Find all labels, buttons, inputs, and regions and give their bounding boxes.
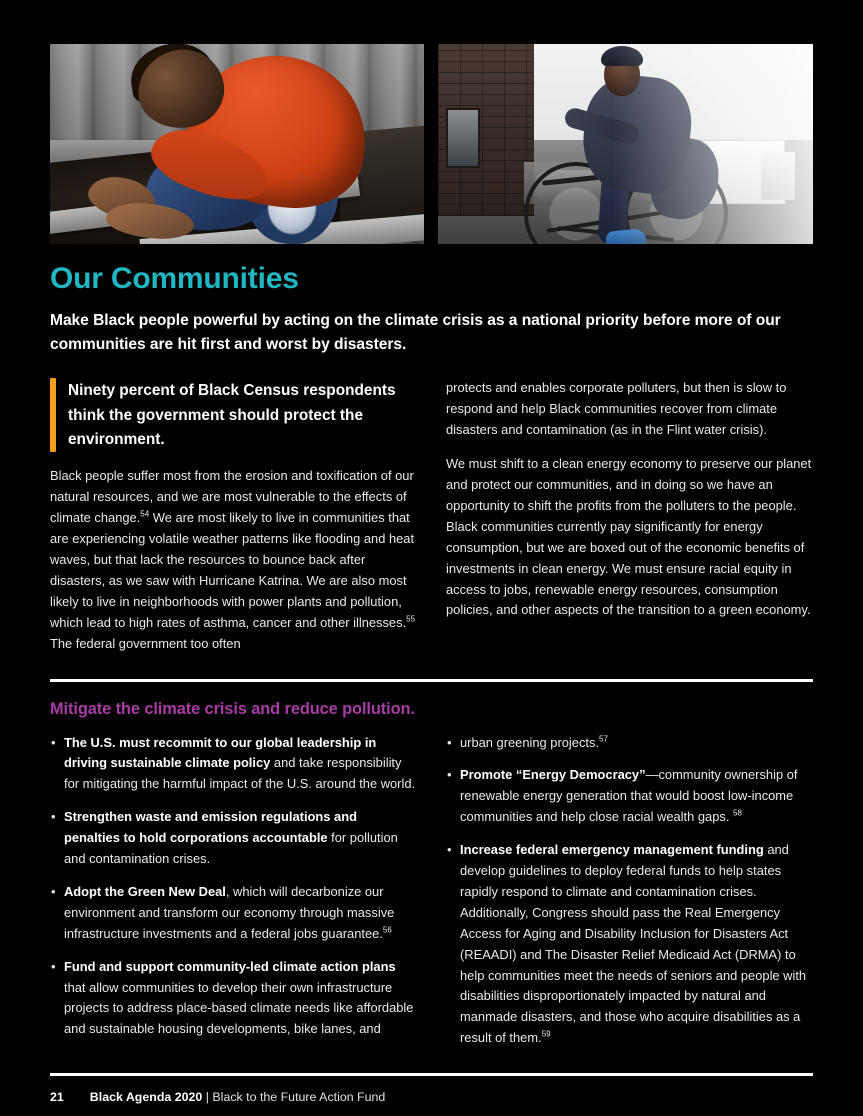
list-item [446,733,812,754]
section-deck: Make Black people powerful by acting on the climate crisis as a national priority before more of our communities are hit first and worst by disasters. [50,312,781,353]
text-run: urban greening projects. [460,734,600,750]
text-run: and develop guidelines to deploy federal funds to help states rapidly respond to climate and contamination crises. Additionally, Congress should pass the Real Emergency Access for Aging and Disability Inclusion for Disasters Act (REAADI) and The Disaster Relief Medicaid Act (DRMA) to help communities meet the needs of seniors and people with disabilities disproportionately impacted by natural and manmade disasters, and those who acquire disabilities as a result of them. [460,842,807,1046]
page-content [50,44,813,1104]
photo-gardening [50,44,424,244]
pullquote-text: Ninety percent of Black Census respondents think the government should protect the environment. [68,382,396,449]
cyclist-beanie [601,46,643,66]
page-footer [50,1090,813,1104]
recommendation-columns [50,733,813,1050]
text-run: Adopt the Green New Deal [64,883,226,899]
text-run: Fund and support community-led climate action plans [64,958,396,974]
list-item [446,765,812,828]
recommendation-list-left [50,733,416,1050]
text-run: and take responsibility for mitigating the harmful impact of the U.S. around the world. [64,755,416,792]
body-columns [50,378,813,654]
pullquote [50,378,416,452]
footer-document-title: Black Agenda 2020 [89,1090,203,1105]
divider-rule-top [50,679,813,682]
text-run: 54 [140,509,150,519]
body-text-right [446,378,812,621]
pullquote-accent-bar [50,378,56,452]
footer-credit [90,1090,386,1104]
photo-cyclist [438,44,813,244]
page-number: 21 [50,1090,64,1105]
list-item [50,807,416,870]
list-item [50,733,416,796]
text-run: 59 [541,1030,551,1039]
text-run: The U.S. must recommit to our global leadership in driving sustainable climate policy [64,734,377,771]
body-column-left [50,378,416,654]
text-run: Strengthen waste and emission regulations and penalties to hold corporations accountable [64,809,357,846]
text-run: 55 [406,614,416,624]
paragraph [446,454,812,621]
paragraph [50,466,416,654]
building-window [446,108,480,168]
section-title: Our Communities [50,262,299,295]
text-run: 57 [599,734,608,744]
footer-organization: Black to the Future Action Fund [212,1090,386,1105]
text-run: The federal government too often [50,635,241,651]
paragraph [446,378,812,441]
subsection-heading: Mitigate the climate crisis and reduce pollution. [50,699,415,718]
list-item [446,840,812,1049]
text-run: protects and enables corporate polluters, but then is slow to respond and help Black communities recover from climate disasters and contamination (as in the Flint water crisis). [446,380,787,438]
brick-building [438,44,534,216]
text-run: for pollution and contamination crises. [64,830,398,867]
list-item [50,882,416,945]
body-column-right [446,378,812,654]
text-run: We must shift to a clean energy economy to preserve our planet and protect our communities, and in doing so we have an opportunity to shift the profits from the polluters to the people. Black communities currently pay significantly for energy consumption, but we are boxed out of the economic benefits of investments in clean energy. We must ensure racial equity in access to jobs, renewable energy resources, consumption policies, and other aspects of the transition to a green economy. [446,456,812,618]
body-text-left [50,466,416,654]
text-run: Black people suffer most from the erosion and toxification of our natural resources, and we are most vulnerable to the effects of climate change. [50,468,414,526]
footer-separator: | [205,1090,209,1105]
text-run: that allow communities to develop their own infrastructure projects to address place-based climate needs like affordable and sustainable housing developments, bike lanes, and [64,979,414,1037]
recommendation-list-right [446,733,812,1050]
photo-band [50,44,813,244]
truck-cab [761,152,795,200]
text-run: , which will decarbonize our environment and transform our economy through massive infrastructure investments and a federal jobs guarantee. [64,883,395,941]
text-run: Increase federal emergency management funding [460,842,764,858]
text-run: 58 [733,808,742,818]
divider-rule-bottom [50,1073,813,1076]
text-run: —community ownership of renewable energy generation that would boost low-income communities and help close racial wealth gaps. [460,767,798,825]
text-run: Promote “Energy Democracy” [460,767,646,783]
text-run: 56 [382,925,392,935]
list-item [50,957,416,1041]
text-run: We are most likely to live in communities that are experiencing volatile weather patterns like flooding and heat waves, but that lack the resources to bounce back after disasters, as we saw with Hurricane Katrina. We are also most likely to live in neighborhoods with power plants and pollution, which lead to high rates of asthma, cancer and other illnesses. [50,510,415,630]
